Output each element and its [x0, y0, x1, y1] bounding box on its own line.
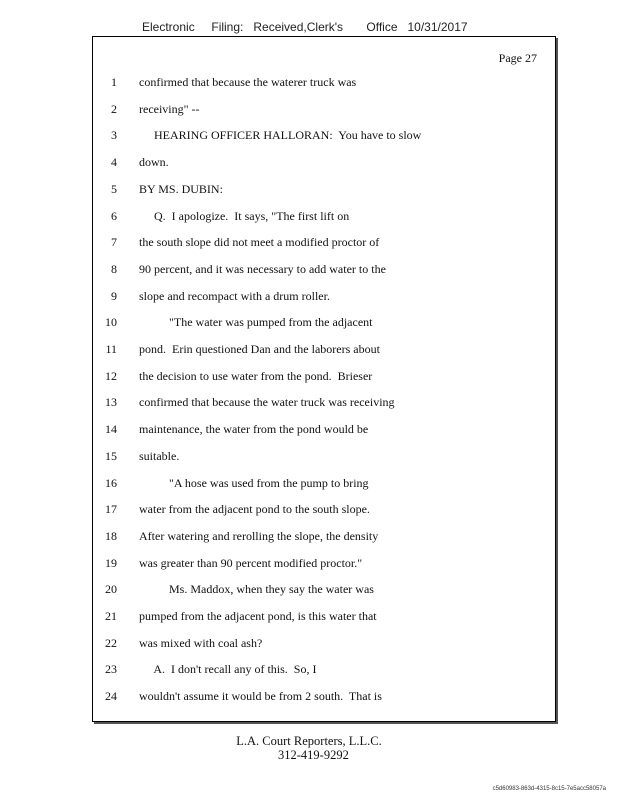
- line-number: 1: [111, 75, 117, 89]
- transcript-line: [93, 395, 555, 413]
- transcript-line: [93, 636, 555, 654]
- transcript-line: [93, 315, 555, 333]
- line-number: 10: [105, 315, 117, 330]
- line-text: pond. Erin questioned Dan and the laborers about: [139, 342, 380, 356]
- document-id: c5d60983-863d-4315-8c15-7e5acc58057a: [492, 786, 606, 792]
- line-text: confirmed that because the water truck was receiving: [139, 395, 395, 410]
- transcript-line: [93, 689, 555, 707]
- line-number: 24: [105, 689, 117, 704]
- line-number: 20: [105, 582, 117, 597]
- transcript-line: [93, 502, 555, 520]
- line-text: the south slope did not meet a modified proctor of: [139, 235, 380, 250]
- line-number: 23: [105, 662, 117, 677]
- line-number: 18: [105, 528, 117, 543]
- line-number: 7: [111, 235, 117, 250]
- transcript-page: [92, 36, 556, 722]
- transcript-line: [93, 476, 555, 494]
- line-number: 9: [111, 288, 117, 303]
- line-number: 14: [105, 422, 117, 437]
- line-number: 6: [111, 208, 117, 223]
- line-text: was greater than 90 percent modified proctor.": [139, 555, 363, 570]
- line-text: receiving" --: [139, 101, 200, 116]
- transcript-line: [93, 235, 555, 253]
- transcript-line: [93, 128, 555, 146]
- line-text: water from the adjacent pond to the south slope.: [139, 502, 370, 517]
- transcript-line: [93, 662, 555, 680]
- filing-stamp-header: Electronic Filing: Received,Clerk's Office 10/31/2017: [142, 20, 468, 34]
- line-number: 16: [105, 475, 117, 490]
- footer-company: L.A. Court Reporters, L.L.C.: [236, 734, 382, 748]
- line-text: the decision to use water from the pond. Brieser: [139, 368, 373, 383]
- transcript-line: [93, 582, 555, 600]
- line-text: HEARING OFFICER HALLORAN: You have to slow: [139, 128, 422, 143]
- transcript-line: [93, 182, 555, 200]
- transcript-line: [93, 289, 555, 307]
- transcript-line: [93, 609, 555, 627]
- transcript-line: [93, 102, 555, 120]
- line-text: "A hose was used from the pump to bring: [139, 475, 369, 490]
- line-number: 4: [111, 155, 117, 170]
- transcript-line: [93, 262, 555, 280]
- line-number: 5: [111, 181, 117, 196]
- line-text: suitable.: [139, 448, 180, 463]
- transcript-line: [93, 556, 555, 574]
- line-text: was mixed with coal ash?: [139, 635, 263, 650]
- line-number: 17: [105, 502, 117, 517]
- transcript-line: [93, 449, 555, 467]
- line-text: Ms. Maddox, when they say the water was: [139, 582, 374, 597]
- line-number: 3: [111, 128, 117, 143]
- line-text: maintenance, the water from the pond would be: [139, 422, 369, 437]
- line-text: A. I don't recall any of this. So, I: [139, 662, 317, 677]
- line-number: 11: [105, 342, 117, 356]
- line-number: 19: [105, 555, 117, 570]
- line-text: Q. I apologize. It says, "The first lift on: [139, 208, 350, 223]
- line-text: slope and recompact with a drum roller.: [139, 288, 330, 303]
- transcript-line: [93, 155, 555, 173]
- line-text: wouldn't assume it would be from 2 south. That is: [139, 689, 382, 704]
- line-text: down.: [139, 155, 169, 170]
- line-number: 2: [111, 101, 117, 116]
- line-number: 21: [105, 609, 117, 623]
- line-text: confirmed that because the waterer truck was: [139, 75, 357, 89]
- transcript-line: [93, 369, 555, 387]
- page-number: Page 27: [498, 51, 537, 65]
- transcript-line: [93, 209, 555, 227]
- line-number: 8: [111, 261, 117, 276]
- line-number: 12: [105, 368, 117, 383]
- transcript-line: [93, 422, 555, 440]
- line-text: After watering and rerolling the slope, the density: [139, 528, 379, 543]
- line-text: pumped from the adjacent pond, is this water that: [139, 609, 377, 623]
- line-text: BY MS. DUBIN:: [139, 181, 223, 196]
- line-number: 13: [105, 395, 117, 410]
- footer-phone: 312-419-9292: [278, 748, 349, 762]
- line-text: 90 percent, and it was necessary to add water to the: [139, 261, 386, 276]
- transcript-line: [93, 75, 555, 93]
- line-text: "The water was pumped from the adjacent: [139, 315, 373, 330]
- line-number: 22: [105, 635, 117, 650]
- line-number: 15: [105, 448, 117, 463]
- transcript-line: [93, 342, 555, 360]
- transcript-line: [93, 529, 555, 547]
